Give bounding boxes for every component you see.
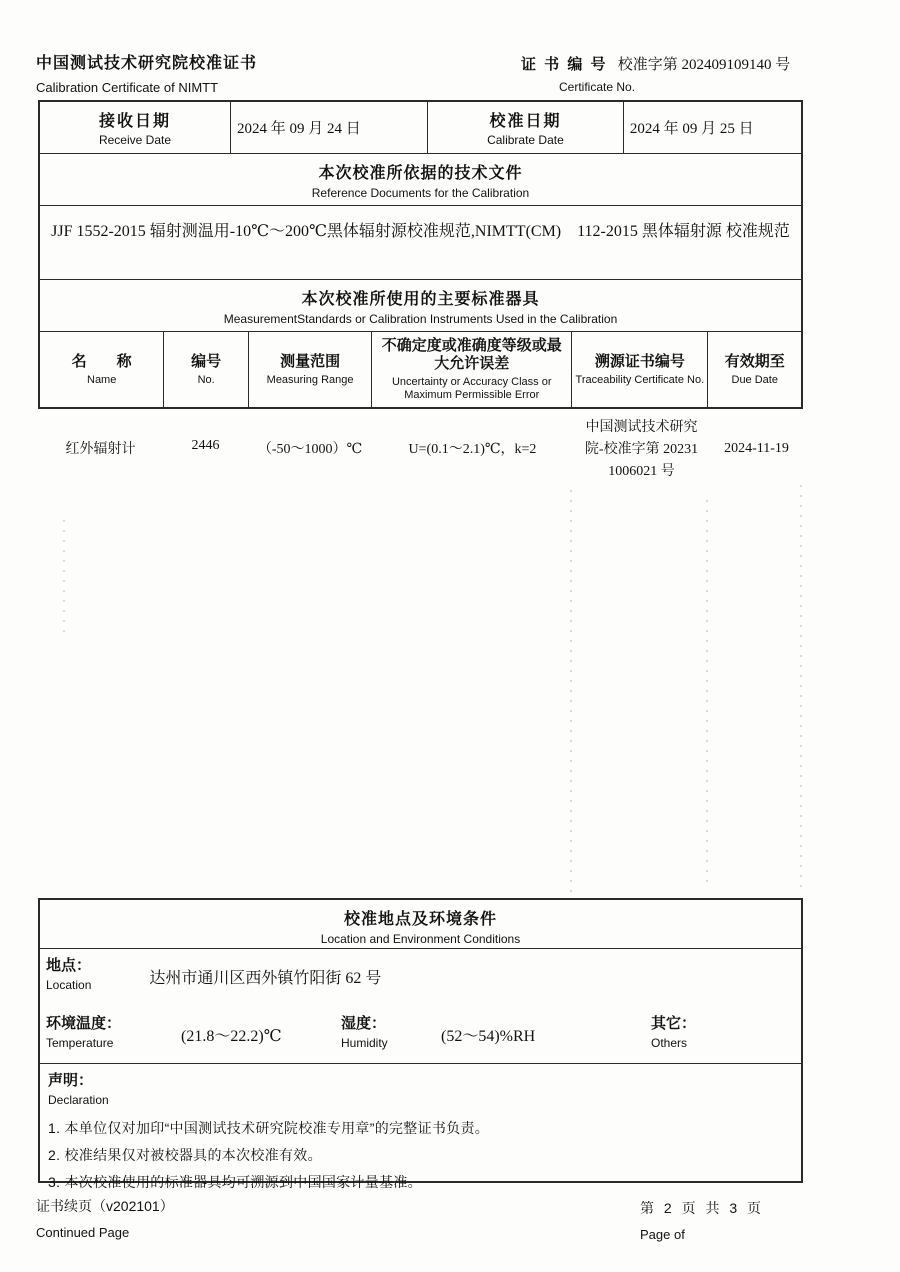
location-label [46,954,91,1006]
certificate-number [521,53,790,94]
instrument-uncertainty: U=(0.1～2.1)℃，k=2 [408,442,537,457]
environment-box [38,898,803,1190]
location-row [40,949,801,1006]
upper-table [38,100,803,409]
column-header-uncertainty [372,332,572,407]
column-header-traceability [572,332,708,407]
instrument-due-date: 2024-11-19 [724,441,789,456]
temperature-label-en: Temperature [46,1036,114,1050]
environment-title-en: Location and Environment Conditions [320,932,521,946]
certificate-number-value: 校准字第 202409109140 号 [617,57,791,73]
column-header-range-zh: 测量范围 [280,352,341,370]
instrument-traceability-line1: 中国测试技术研究 [585,420,698,435]
location-label-zh: 地点： [46,957,92,974]
humidity-label-zh: 湿度： [341,1015,387,1032]
column-header-due-date-en: Due Date [731,373,778,386]
footer-continued-page-zh: 证书续页（v202101） [36,1198,174,1214]
instrument-traceability-line2: 院-校准字第 20231 [584,442,699,457]
scan-artifact-line [706,500,708,890]
reference-documents-title-zh: 本次校准所依据的技术文件 [318,165,523,182]
column-header-no-zh: 编号 [191,352,222,370]
dates-row [40,102,801,154]
column-header-no-en: No. [197,373,215,386]
declaration-block [40,1064,801,1190]
environment-row [40,1006,801,1064]
standards-header [40,280,801,332]
document-title [36,50,257,95]
humidity-value: (52～54)%RH [441,1028,536,1045]
instrument-name: 红外辐射计 [65,442,136,457]
environment-title-zh: 校准地点及环境条件 [343,911,497,928]
instrument-traceability-line3: 1006021 号 [608,464,675,479]
calibrate-date-label-en: Calibrate Date [487,133,564,147]
document-title-en: Calibration Certificate of NIMTT [36,80,219,95]
reference-documents-title-en: Reference Documents for the Calibration [311,186,530,200]
environment-header [40,900,801,949]
footer-page-number-zh: 第 2 页 共 3 页 [640,1200,765,1216]
column-header-range [249,332,372,407]
instrument-traceability [573,410,710,483]
temperature-value: (21.8～22.2)℃ [181,1028,282,1045]
declaration-item-1: 1. 本单位仅对加印“中国测试技术研究院校准专用章”的完整证书负责。 [48,1120,490,1136]
scan-artifact-line [63,520,65,640]
receive-date-label-zh: 接收日期 [98,113,171,130]
location-value: 达州市通川区西外镇竹阳街 62 号 [149,970,382,987]
others-label-en: Others [651,1036,688,1050]
receive-date-label-cell [40,102,231,153]
standards-column-headers [40,332,801,407]
calibrate-date-label-cell [428,102,624,153]
document-title-zh: 中国测试技术研究院校准证书 [36,55,258,72]
receive-date-label-en: Receive Date [98,133,172,147]
humidity-label [341,1012,441,1063]
receive-date-value: 2024 年 09 月 24 日 [231,102,428,153]
temperature-label-zh: 环境温度： [46,1015,122,1032]
declaration-title-zh: 声明： [48,1072,94,1089]
column-header-no [164,332,249,407]
footer-page-number [640,1198,764,1242]
column-header-name [40,332,164,407]
humidity-label-en: Humidity [341,1036,388,1050]
others-label [651,1012,746,1063]
temperature-label [46,1012,141,1063]
declaration-item-3: 3. 本次校准使用的标准器具均可溯源到中国国家计量基准。 [48,1174,422,1190]
standards-title-en: MeasurementStandards or Calibration Instruments Used in the Calibration [223,312,618,326]
declaration-item-2: 2. 校准结果仅对被校器具的本次校准有效。 [48,1147,322,1163]
footer-continued-page [36,1196,174,1240]
footer-continued-page-en: Continued Page [36,1225,130,1240]
declaration-items [48,1115,793,1196]
column-header-uncertainty-zh: 不确定度或准确度等级或最大允许误差 [381,337,562,372]
calibrate-date-label-zh: 校准日期 [489,113,562,130]
column-header-name-en: Name [87,373,117,386]
reference-documents-content: JJF 1552-2015 辐射测温用-10℃～200℃黑体辐射源校准规范,NIMTT(CM) 112-2015 黑体辐射源 校准规范 [40,206,801,280]
scan-artifact-line [570,490,572,895]
others-label-zh: 其它： [651,1015,697,1032]
instrument-row [38,410,803,483]
footer-page-number-en: Page of [640,1227,685,1242]
column-header-due-date [708,332,801,407]
instrument-no: 2446 [191,438,220,453]
column-header-traceability-en: Traceability Certificate No. [575,373,705,386]
column-header-due-date-zh: 有效期至 [724,352,785,370]
certificate-number-label: 证 书 编 号 [521,56,608,73]
column-header-traceability-zh: 溯源证书编号 [594,352,685,370]
calibrate-date-value: 2024 年 09 月 25 日 [629,121,754,137]
declaration-title-en: Declaration [48,1093,109,1107]
standards-title-zh: 本次校准所使用的主要标准器具 [301,291,540,308]
column-header-uncertainty-en: Uncertainty or Accuracy Class or Maximum Permissible Error [391,376,552,401]
column-header-name-zh: 名 称 [71,352,132,370]
certificate-number-line [521,53,790,74]
instrument-range: （-50～1000）℃ [257,442,363,457]
location-label-en: Location [46,978,92,992]
column-header-range-en: Measuring Range [266,373,354,386]
scan-artifact-line [800,485,802,890]
certificate-number-label-en: Certificate No. [559,80,636,94]
reference-documents-header [40,154,801,206]
